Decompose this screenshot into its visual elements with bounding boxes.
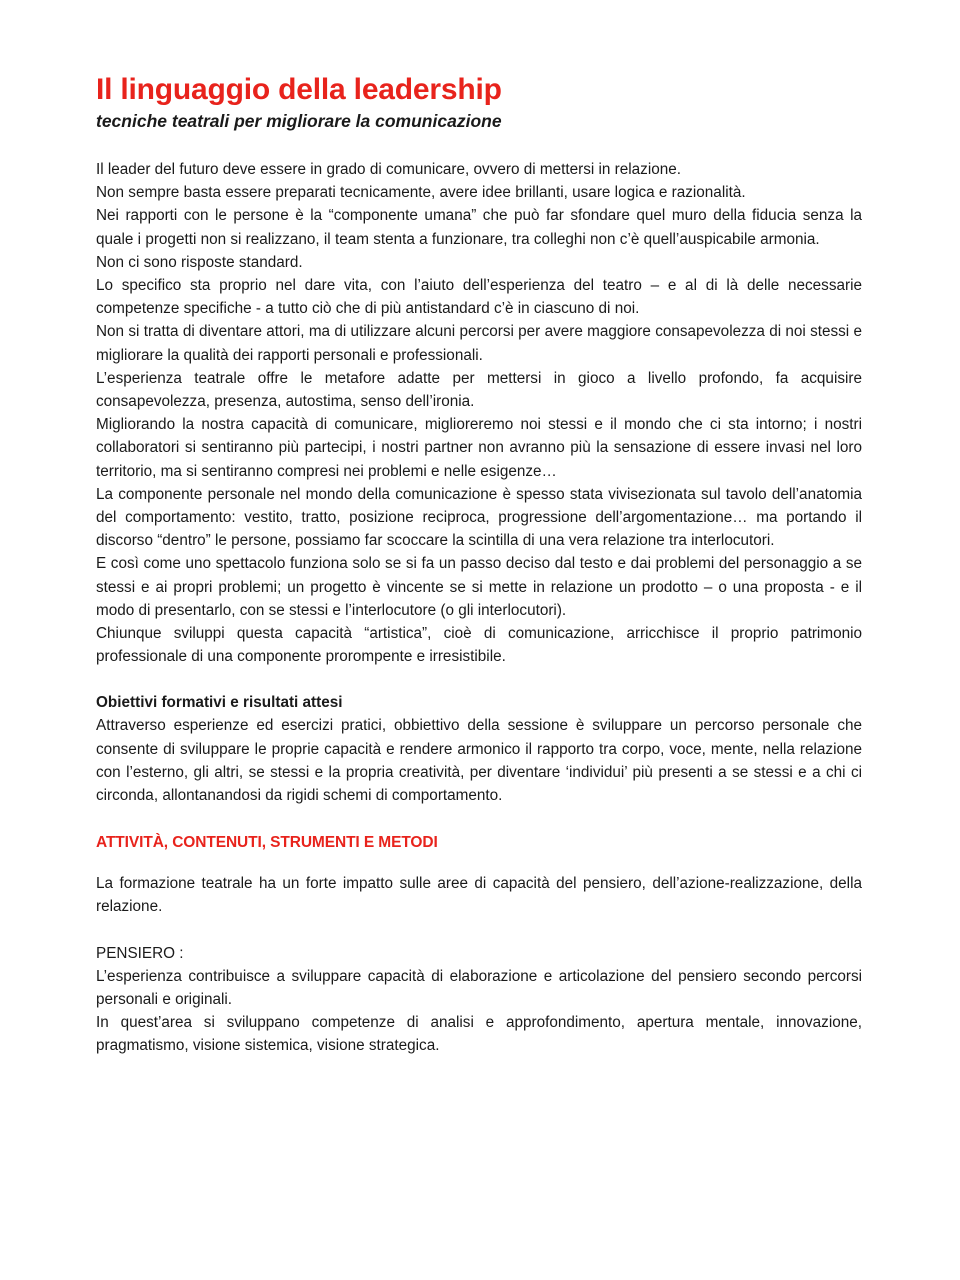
- pensiero-section: [96, 942, 862, 1058]
- spacer: [96, 919, 862, 942]
- intro-paragraph: E così come uno spettacolo funziona solo se si fa un passo deciso dal testo e dai problemi del personaggio a se stessi e ai propri problemi; un progetto è vincente se si mette in relazione un prodotto – o una proposta - e il modo di presentarlo, con se stessi e l’interlocutore (o gli interlocutori).: [96, 555, 862, 619]
- intro-paragraph: L’esperienza teatrale offre le metafore adatte per mettersi in gioco a livello profondo, fa acquisire consapevolezza, presenza, autostima, senso dell’ironia.: [96, 369, 862, 411]
- activities-text: La formazione teatrale ha un forte impatto sulle aree di capacità del pensiero, dell’azione-realizzazione, della relazione.: [96, 875, 862, 916]
- intro-paragraph: Chiunque sviluppi questa capacità “artistica”, cioè di comunicazione, arricchisce il proprio patrimonio professionale di una componente prorompente e irresistibile.: [96, 625, 862, 666]
- document-page: [96, 70, 862, 1058]
- document-subtitle: tecniche teatrali per migliorare la comunicazione: [96, 111, 502, 131]
- pensiero-paragraph: L’esperienza contribuisce a sviluppare capacità di elaborazione e articolazione del pensiero secondo percorsi personali e originali.: [96, 967, 862, 1008]
- intro-paragraph: Lo specifico sta proprio nel dare vita, con l’aiuto dell’esperienza del teatro – e al di là delle necessarie competenze specifiche - a tutto ciò che di più antistandard c’è in ciascuno di noi.: [96, 277, 862, 318]
- document-title: Il linguaggio della leadership: [96, 73, 502, 106]
- intro-paragraph: La componente personale nel mondo della comunicazione è spesso stata vivisezionata sul tavolo dell’anatomia del comportamento: vestito, tratto, posizione reciproca, progressione dell’argomentazione… ma portando il discorso “dentro” le persone, possiamo far scoccare la scintilla di una vera relazione tra interlocutori.: [96, 485, 862, 550]
- pensiero-paragraph: In quest’area si sviluppano competenze di analisi e approfondimento, apertura mentale, innovazione, pragmatismo, visione sistemica, visione strategica.: [96, 1014, 862, 1055]
- intro-paragraph: Il leader del futuro deve essere in grado di comunicare, ovvero di mettersi in relazione.: [96, 161, 681, 178]
- objectives-text: Attraverso esperienze ed esercizi pratici, obbiettivo della sessione è sviluppare un percorso personale che consente di sviluppare le proprie capacità e rendere armonico il rapporto tra corpo, voce, mente, nella relazione con l’esterno, gli altri, se stessi e la propria creatività, per diventare ‘individui’ più presenti a se stessi e a chi ci circonda, allontanandosi da rigidi schemi di comportamento.: [96, 717, 862, 805]
- activities-section: [96, 831, 862, 918]
- intro-paragraph: Migliorando la nostra capacità di comunicare, miglioreremo noi stessi e il mondo che ci sta intorno; i nostri collaboratori si sentiranno più partecipi, i nostri partner non avranno più la sensazione di essere invasi nel loro territorio, ma si sentiranno compresi nei problemi e nelle esigenze…: [96, 416, 862, 480]
- objectives-section: [96, 691, 862, 807]
- intro-paragraph: Non ci sono risposte standard.: [96, 253, 303, 271]
- intro-paragraph: Non sempre basta essere preparati tecnicamente, avere idee brillanti, usare logica e razionalità.: [96, 184, 746, 202]
- activities-heading: ATTIVITÀ, CONTENUTI, STRUMENTI E METODI: [96, 834, 438, 852]
- intro-section: [96, 158, 862, 668]
- objectives-heading: Obiettivi formativi e risultati attesi: [96, 694, 343, 712]
- intro-paragraph: Nei rapporti con le persone è la “componente umana” che può far sfondare quel muro della fiducia senza la quale i progetti non si realizzano, il team stenta a funzionare, tra colleghi non c’è quell’auspicabile armonia.: [96, 207, 862, 248]
- pensiero-heading: PENSIERO :: [96, 944, 184, 962]
- intro-paragraph: Non si tratta di diventare attori, ma di utilizzare alcuni percorsi per avere maggiore consapevolezza di noi stessi e migliorare la qualità dei rapporti personali e professionali.: [96, 323, 862, 364]
